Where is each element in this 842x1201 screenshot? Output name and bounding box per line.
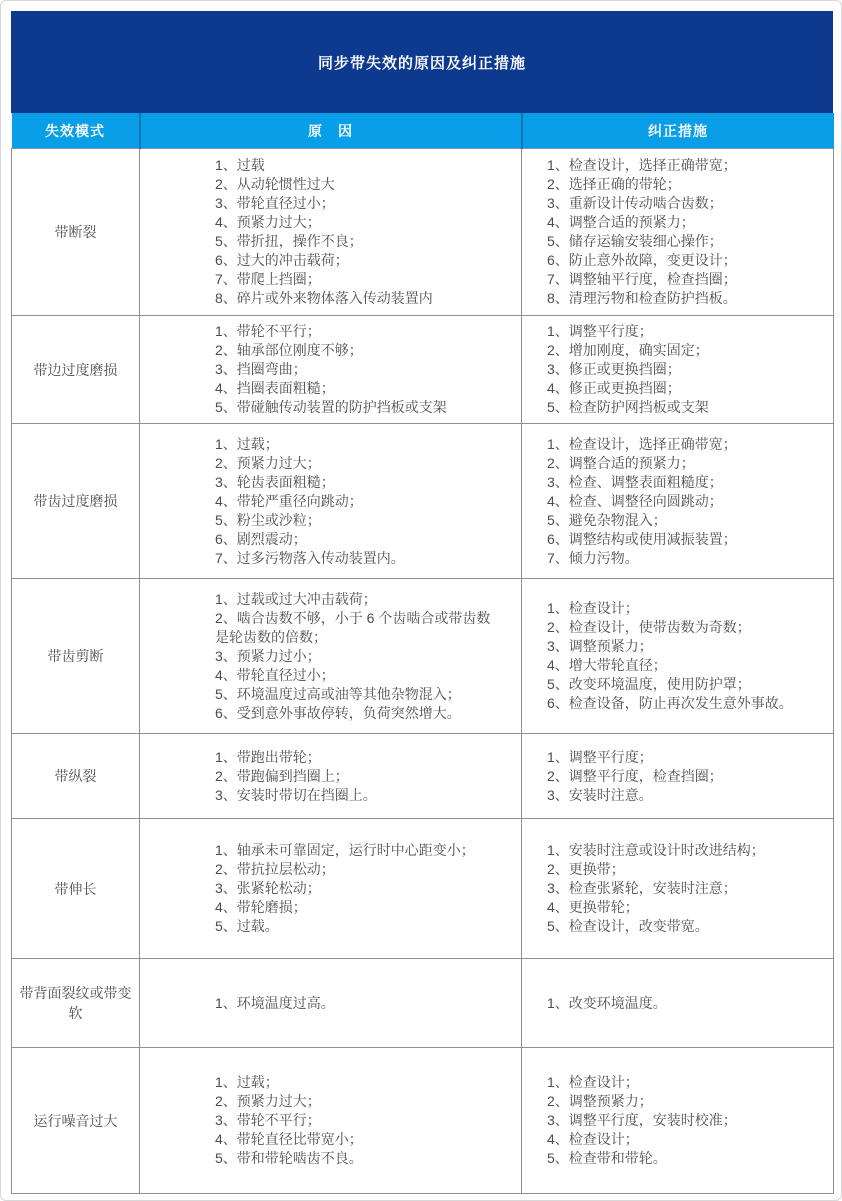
measure-line: 2、检查设计，使带齿数为奇数； — [547, 619, 751, 635]
failure-mode-cell: 带纵裂 — [12, 734, 140, 819]
measures-cell — [522, 959, 834, 1048]
cause-line: 5、粉尘或沙粒； — [215, 511, 321, 528]
causes-list — [215, 590, 495, 723]
measures-list — [547, 599, 793, 713]
measure-line: 2、更换带； — [547, 861, 625, 877]
measure-line: 5、检查防护网挡板或支架 — [547, 399, 709, 415]
measure-line: 2、调整平行度，检查挡圈； — [547, 767, 723, 784]
measure-line: 6、检查设备，防止再次发生意外事故。 — [547, 695, 793, 711]
cause-line: 5、带和带轮啮齿不良。 — [215, 1150, 363, 1166]
measures-cell — [522, 734, 834, 819]
cause-line: 3、张紧轮松动； — [215, 880, 321, 896]
measure-line: 1、调整平行度； — [547, 323, 653, 339]
cause-line: 1、过载或过大冲击载荷； — [215, 590, 377, 607]
measure-line: 6、调整结构或使用减振装置； — [547, 530, 737, 547]
measure-line: 7、调整轴平行度，检查挡圈； — [547, 271, 737, 287]
cause-line: 4、预紧力过大； — [215, 214, 321, 230]
measures-list — [547, 435, 737, 568]
cause-line: 1、带轮不平行； — [215, 323, 321, 339]
measure-line: 4、检查、调整径向圆跳动； — [547, 492, 723, 509]
failure-mode-cell: 带齿过度磨损 — [12, 424, 140, 579]
failure-mode-cell: 带边过度磨损 — [12, 316, 140, 424]
cause-line: 4、带轮直径比带宽小； — [215, 1131, 363, 1147]
causes-list — [215, 841, 475, 936]
causes-list — [215, 748, 377, 805]
cause-line: 4、带轮直径过小； — [215, 666, 335, 683]
measure-line: 1、检查设计，选择正确带宽； — [547, 157, 737, 173]
table-row — [12, 579, 834, 734]
table-header — [12, 113, 834, 149]
causes-cell — [140, 819, 522, 959]
measure-line: 5、避免杂物混入； — [547, 511, 667, 528]
measure-line: 1、检查设计，选择正确带宽； — [547, 435, 737, 452]
header-row — [12, 113, 834, 149]
causes-cell — [140, 424, 522, 579]
failure-mode-cell: 运行噪音过大 — [12, 1048, 140, 1194]
page-title: 同步带失效的原因及纠正措施 — [317, 54, 526, 72]
cause-line: 5、带碰触传动装置的防护挡板或支架 — [215, 399, 447, 415]
title-band — [11, 11, 833, 113]
table-body — [12, 149, 834, 1194]
measures-list — [547, 156, 737, 308]
cause-line: 8、碎片或外来物体落入传动装置内 — [215, 290, 433, 306]
cause-line: 3、带轮不平行； — [215, 1112, 321, 1128]
causes-cell — [140, 959, 522, 1048]
measures-list — [547, 748, 723, 805]
measures-list — [547, 1073, 737, 1168]
measures-cell — [522, 424, 834, 579]
measure-line: 3、检查、调整表面粗糙度； — [547, 473, 723, 490]
measure-line: 5、改变环境温度，使用防护罩； — [547, 676, 751, 692]
table-row — [12, 1048, 834, 1194]
causes-cell — [140, 579, 522, 734]
cause-line: 1、过载； — [215, 435, 279, 452]
cause-line: 3、安装时带切在挡圈上。 — [215, 786, 377, 803]
measure-line: 3、重新设计传动啮合齿数； — [547, 195, 723, 211]
cause-line: 7、过多污物落入传动装置内。 — [215, 549, 405, 566]
table-row — [12, 959, 834, 1048]
failure-table — [11, 113, 834, 1194]
cause-line: 6、过大的冲击载荷； — [215, 252, 349, 268]
causes-cell — [140, 316, 522, 424]
measure-line: 6、防止意外故障，变更设计； — [547, 252, 737, 268]
cause-line: 5、过载。 — [215, 918, 279, 934]
measure-line: 1、检查设计； — [547, 600, 639, 616]
cause-line: 6、受到意外事故停转，负荷突然增大。 — [215, 704, 461, 721]
cause-line: 4、挡圈表面粗糙； — [215, 380, 335, 396]
measures-cell — [522, 316, 834, 424]
failure-mode-cell: 带齿剪断 — [12, 579, 140, 734]
measure-line: 4、调整合适的预紧力； — [547, 214, 695, 230]
measure-line: 4、修正或更换挡圈； — [547, 380, 681, 396]
cause-line: 1、带跑出带轮； — [215, 748, 321, 765]
cause-line: 1、过载 — [215, 157, 265, 173]
col-header-corrective-measures: 纠正措施 — [522, 113, 834, 149]
cause-line: 3、预紧力过小； — [215, 647, 321, 664]
measure-line: 2、增加刚度，确实固定； — [547, 342, 709, 358]
measure-line: 3、安装时注意。 — [547, 786, 653, 803]
cause-line: 2、预紧力过大； — [215, 1093, 321, 1109]
measure-line: 7、倾力污物。 — [547, 549, 639, 566]
cause-line: 2、轴承部位刚度不够； — [215, 342, 363, 358]
cause-line: 3、挡圈弯曲； — [215, 361, 307, 377]
causes-list — [215, 1073, 363, 1168]
measure-line: 1、调整平行度； — [547, 748, 653, 765]
cause-line: 2、从动轮惯性过大 — [215, 176, 335, 192]
failure-mode-cell: 带断裂 — [12, 149, 140, 316]
table-row — [12, 734, 834, 819]
measures-cell — [522, 579, 834, 734]
measures-cell — [522, 1048, 834, 1194]
cause-line: 5、带折扭，操作不良； — [215, 233, 363, 249]
cause-line: 2、预紧力过大； — [215, 454, 321, 471]
measures-cell — [522, 149, 834, 316]
measure-line: 5、检查设计，改变带宽。 — [547, 918, 709, 934]
cause-line: 5、环境温度过高或油等其他杂物混入； — [215, 685, 461, 702]
measure-line: 3、修正或更换挡圈； — [547, 361, 681, 377]
table-row — [12, 424, 834, 579]
measure-line: 1、改变环境温度。 — [547, 994, 667, 1011]
measure-line: 3、调整平行度，安装时校准； — [547, 1112, 737, 1128]
causes-cell — [140, 149, 522, 316]
cause-line: 3、轮齿表面粗糙； — [215, 473, 335, 490]
cause-line: 7、带爬上挡圈； — [215, 271, 321, 287]
measure-line: 2、调整合适的预紧力； — [547, 454, 695, 471]
cause-line: 2、带抗拉层松动； — [215, 861, 335, 877]
causes-list — [215, 156, 433, 308]
measure-line: 2、调整预紧力； — [547, 1093, 653, 1109]
measure-line: 1、检查设计； — [547, 1074, 639, 1090]
measure-line: 5、储存运输安装细心操作； — [547, 233, 723, 249]
causes-cell — [140, 1048, 522, 1194]
cause-line: 3、带轮直径过小； — [215, 195, 335, 211]
failure-mode-cell: 带背面裂纹或带变软 — [12, 959, 140, 1048]
cause-line: 1、轴承未可靠固定，运行时中心距变小； — [215, 842, 475, 858]
table-row — [12, 819, 834, 959]
cause-line: 4、带轮磨损； — [215, 899, 307, 915]
measure-line: 1、安装时注意或设计时改进结构； — [547, 842, 765, 858]
measures-cell — [522, 819, 834, 959]
measure-line: 4、检查设计； — [547, 1131, 639, 1147]
measure-line: 4、增大带轮直径； — [547, 657, 667, 673]
measure-line: 2、选择正确的带轮； — [547, 176, 681, 192]
measure-line: 3、检查张紧轮，安装时注意； — [547, 880, 737, 896]
col-header-cause: 原 因 — [140, 113, 522, 149]
cause-line: 2、啮合齿数不够，小于 6 个齿啮合或带齿数是轮齿数的倍数； — [215, 609, 491, 645]
measure-line: 5、检查带和带轮。 — [547, 1150, 667, 1166]
measure-line: 4、更换带轮； — [547, 899, 639, 915]
cause-line: 2、带跑偏到挡圈上； — [215, 767, 349, 784]
col-header-failure-mode: 失效模式 — [12, 113, 140, 149]
measures-list — [547, 994, 667, 1013]
cause-line: 4、带轮严重径向跳动； — [215, 492, 363, 509]
measure-line: 3、调整预紧力； — [547, 638, 653, 654]
causes-list — [215, 994, 335, 1013]
causes-cell — [140, 734, 522, 819]
measure-line: 8、清理污物和检查防护挡板。 — [547, 290, 737, 306]
table-row — [12, 149, 834, 316]
measures-list — [547, 322, 709, 417]
causes-list — [215, 322, 447, 417]
measures-list — [547, 841, 765, 936]
failure-mode-cell: 带伸长 — [12, 819, 140, 959]
cause-line: 6、剧烈震动； — [215, 530, 307, 547]
table-row — [12, 316, 834, 424]
causes-list — [215, 435, 405, 568]
cause-line: 1、过载； — [215, 1074, 279, 1090]
cause-line: 1、环境温度过高。 — [215, 994, 335, 1011]
